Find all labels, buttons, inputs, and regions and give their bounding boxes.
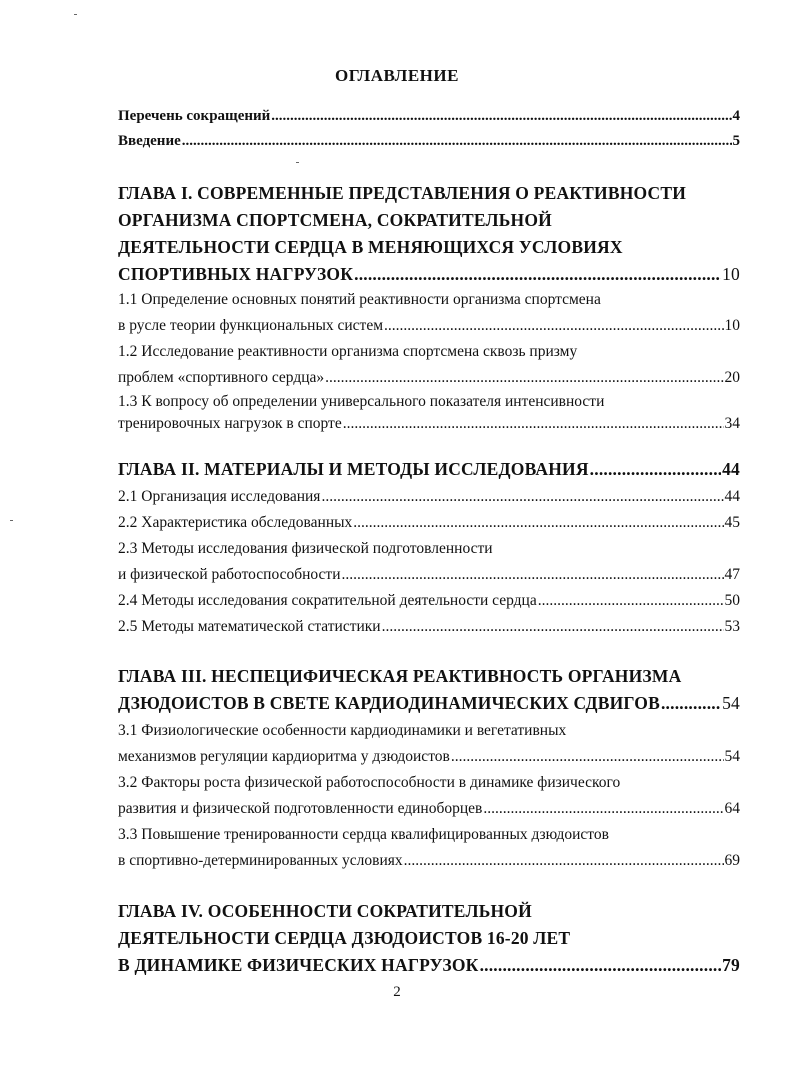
toc-page-number: 53 bbox=[724, 618, 740, 635]
toc-section-1-3[interactable] bbox=[118, 391, 740, 435]
chapter-title-line: ГЛАВА IV. ОСОБЕННОСТИ СОКРАТИТЕЛЬНОЙ bbox=[118, 901, 532, 921]
chapter-title-line: ДЕЯТЕЛЬНОСТИ СЕРДЦА В МЕНЯЮЩИХСЯ УСЛОВИЯХ bbox=[118, 237, 623, 257]
leader-dots bbox=[325, 365, 723, 391]
leader-dots bbox=[182, 133, 732, 150]
toc-page-number: 54 bbox=[724, 748, 740, 765]
section-title-line: 2.1 Организация исследования bbox=[118, 488, 321, 505]
leader-dots bbox=[483, 796, 723, 822]
leader-dots bbox=[321, 484, 723, 510]
section-title-line: 1.1 Определение основных понятий реактивности организма спортсмена bbox=[118, 291, 601, 308]
chapter-title-line: ОРГАНИЗМА СПОРТСМЕНА, СОКРАТИТЕЛЬНОЙ bbox=[118, 210, 552, 230]
leader-dots bbox=[271, 108, 731, 125]
chapter-title-line: СПОРТИВНЫХ НАГРУЗОК bbox=[118, 264, 354, 284]
toc-page-number: 44 bbox=[722, 459, 740, 479]
toc-section-2-3[interactable] bbox=[118, 536, 740, 588]
toc-page-number: 64 bbox=[724, 800, 740, 817]
toc-page-number: 47 bbox=[724, 566, 740, 583]
toc-section-2-2[interactable] bbox=[118, 510, 740, 536]
toc-page-number: 10 bbox=[722, 264, 740, 284]
section-title-line: 3.1 Физиологические особенности кардиодинамики и вегетативных bbox=[118, 722, 567, 739]
section-title-line: проблем «спортивного сердца» bbox=[118, 369, 325, 386]
page-number: 2 bbox=[393, 984, 401, 1000]
leader-dots bbox=[354, 261, 721, 288]
chapter-title-line: ДЕЯТЕЛЬНОСТИ СЕРДЦА ДЗЮДОИСТОВ 16-20 ЛЕТ bbox=[118, 928, 571, 948]
section-title-line: 1.3 К вопросу об определении универсального показателя интенсивности bbox=[118, 393, 605, 410]
toc-chapter-1[interactable] bbox=[118, 180, 740, 288]
section-title-line: и физической работоспособности bbox=[118, 566, 341, 583]
chapter-title-line: ДЗЮДОИСТОВ В СВЕТЕ КАРДИОДИНАМИЧЕСКИХ СДВИГОВ bbox=[118, 693, 660, 713]
chapter-title-line: В ДИНАМИКЕ ФИЗИЧЕСКИХ НАГРУЗОК bbox=[118, 955, 479, 975]
toc-section-2-4[interactable] bbox=[118, 588, 740, 614]
leader-dots bbox=[343, 413, 724, 435]
toc-section-1-1[interactable] bbox=[118, 287, 740, 339]
section-title-line: 2.4 Методы исследования сократительной деятельности сердца bbox=[118, 592, 537, 609]
toc-page-number: 79 bbox=[722, 955, 740, 975]
toc-entry-abbreviations[interactable] bbox=[118, 108, 740, 125]
leader-dots bbox=[480, 952, 722, 979]
chapter-title-line: ГЛАВА II. МАТЕРИАЛЫ И МЕТОДЫ ИССЛЕДОВАНИЯ bbox=[118, 459, 589, 479]
toc-page-number: 20 bbox=[724, 369, 740, 386]
section-title-line: развития и физической подготовленности единоборцев bbox=[118, 800, 483, 817]
toc-section-3-2[interactable] bbox=[118, 770, 740, 822]
toc-section-1-2[interactable] bbox=[118, 339, 740, 391]
toc-page-number: 4 bbox=[732, 108, 740, 124]
leader-dots bbox=[404, 848, 724, 874]
leader-dots bbox=[353, 510, 723, 536]
leader-dots bbox=[661, 690, 721, 717]
section-title-line: в русле теории функциональных систем bbox=[118, 317, 384, 334]
toc-entry-introduction[interactable] bbox=[118, 133, 740, 150]
toc-chapter-3[interactable] bbox=[118, 663, 740, 717]
scan-speck bbox=[74, 14, 77, 15]
section-title-line: 3.2 Факторы роста физической работоспособности в динамике физического bbox=[118, 774, 621, 791]
scan-speck bbox=[296, 162, 299, 163]
chapter-title-line: ГЛАВА I. СОВРЕМЕННЫЕ ПРЕДСТАВЛЕНИЯ О РЕАКТИВНОСТИ bbox=[118, 183, 687, 203]
section-title-line: тренировочных нагрузок в спорте bbox=[118, 415, 342, 432]
leader-dots bbox=[382, 614, 724, 640]
leader-dots bbox=[342, 562, 724, 588]
leader-dots bbox=[384, 313, 723, 339]
scan-speck bbox=[10, 520, 13, 521]
toc-page-number: 50 bbox=[724, 592, 740, 609]
toc-page-number: 69 bbox=[724, 852, 740, 869]
section-title-line: 3.3 Повышение тренированности сердца квалифицированных дзюдоистов bbox=[118, 826, 609, 843]
section-title-line: 1.2 Исследование реактивности организма спортсмена сквозь призму bbox=[118, 343, 578, 360]
section-title-line: 2.2 Характеристика обследованных bbox=[118, 514, 353, 531]
section-title-line: механизмов регуляции кардиоритма у дзюдоистов bbox=[118, 748, 450, 765]
toc-page-number: 10 bbox=[724, 317, 740, 334]
toc-section-2-1[interactable] bbox=[118, 484, 740, 510]
toc-section-2-5[interactable] bbox=[118, 614, 740, 640]
toc-chapter-2[interactable] bbox=[118, 456, 740, 483]
toc-page-number: 54 bbox=[722, 693, 740, 713]
toc-chapter-4[interactable] bbox=[118, 898, 740, 979]
toc-page-number: 34 bbox=[724, 415, 740, 432]
toc-entry-label: Перечень сокращений bbox=[118, 108, 271, 124]
toc-section-3-3[interactable] bbox=[118, 822, 740, 874]
page-title: ОГЛАВЛЕНИЕ bbox=[335, 66, 459, 85]
leader-dots bbox=[538, 588, 724, 614]
chapter-title-line: ГЛАВА III. НЕСПЕЦИФИЧЕСКАЯ РЕАКТИВНОСТЬ ОРГАНИЗМА bbox=[118, 666, 682, 686]
toc-page-number: 45 bbox=[724, 514, 740, 531]
leader-dots bbox=[590, 456, 721, 483]
section-title-line: 2.5 Методы математической статистики bbox=[118, 618, 381, 635]
leader-dots bbox=[451, 744, 724, 770]
section-title-line: 2.3 Методы исследования физической подготовленности bbox=[118, 540, 493, 557]
toc-page-number: 5 bbox=[732, 133, 740, 149]
toc-page-number: 44 bbox=[724, 488, 740, 505]
toc-section-3-1[interactable] bbox=[118, 718, 740, 770]
section-title-line: в спортивно-детерминированных условиях bbox=[118, 852, 403, 869]
toc-entry-label: Введение bbox=[118, 133, 181, 149]
